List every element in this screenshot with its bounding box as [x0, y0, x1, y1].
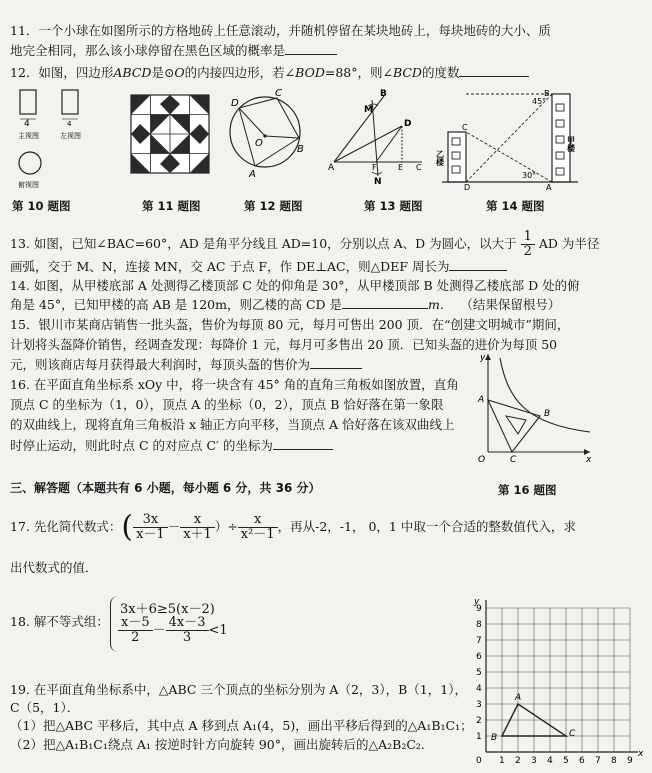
label-o: O: [255, 138, 263, 149]
y-axis-label: y: [474, 597, 480, 607]
fig13-e: E: [398, 163, 404, 172]
q15-line2: 计划将头盔降价销售，经调查发现：每降价 1 元，每月可多售出 20 顶．已知头盔的进价为每顶 50: [10, 337, 558, 352]
caption-fig10: 第 10 题图: [12, 199, 71, 213]
front-view-label: 主视图: [18, 132, 39, 140]
front-dim: 4: [24, 119, 30, 129]
caption-fig16: 第 16 题图: [498, 483, 557, 497]
q16-answer-blank[interactable]: [273, 437, 333, 450]
point-label-b: B: [491, 733, 498, 743]
q18-ineq1: 3x＋6≥5(x－2): [120, 602, 215, 617]
q11-answer-blank[interactable]: [285, 42, 337, 55]
label-d: D: [231, 98, 239, 109]
fig16-a: A: [478, 395, 485, 405]
x-axis-label: x: [638, 749, 644, 759]
x-tick-label: 1: [499, 756, 505, 766]
figure-16: [474, 350, 594, 466]
fig13-f: F: [372, 163, 377, 172]
q15-answer-blank[interactable]: [310, 356, 362, 369]
left-dim: 4: [67, 120, 72, 128]
q19-line1: 19. 在平面直角坐标系中，△ABC 三个顶点的坐标分别为 A（2，3），B（1，1），: [10, 682, 467, 697]
fig16-o: O: [478, 455, 486, 465]
q13-fraction: $\frac{1}{2}$: [521, 230, 535, 259]
q18-frac1: $\frac{x-5}{2}$: [118, 616, 153, 645]
y-tick-label: 1: [476, 732, 482, 742]
point-label-c: C: [569, 729, 576, 739]
y-tick-label: 6: [476, 652, 482, 662]
q13-line1: 13. 如图，已知∠BAC=60°，AD 是角平分线且 AD=10，分别以点 A、D 为圆心，以大于 $\frac{1}{2}$ AD 为半径: [10, 229, 600, 259]
q12-line: 12．如图，四边形ABCD是⊙O的内接四边形，若∠BOD=88°，则∠BCD的度数: [10, 64, 529, 81]
y-tick-label: 8: [476, 620, 482, 630]
q11-line1: 11．一个小球在如图所示的方格地砖上任意滚动，并随机停留在某块地砖上，每块地砖的大小、质: [10, 23, 551, 38]
q14-line2: 角是 45°，已知甲楼的高 AB 是 120m，则乙楼的高 CD 是 m. （结果保留根号）: [10, 297, 561, 312]
y-tick-label: 4: [476, 684, 482, 694]
q19-line2: C（5，1）．: [10, 700, 80, 715]
x-tick-label: 4: [547, 756, 553, 766]
q16-line4: 时停止运动，则此时点 C 的对应点 C′ 的坐标为: [10, 437, 333, 454]
label-yi-building: 乙楼: [435, 150, 445, 166]
q13-answer-blank[interactable]: [449, 258, 507, 271]
q17-frac1: $\frac{3x}{x-1}$: [133, 513, 168, 542]
x-tick-label: 3: [531, 756, 537, 766]
q12-answer-blank[interactable]: [459, 64, 529, 77]
q19-line3: （1）把△ABC 平移后，其中点 A 移到点 A₁(4，5)，画出平移后得到的△A₁B₁C₁；: [10, 718, 473, 733]
caption-fig11: 第 11 题图: [142, 199, 201, 213]
triangle-abc: [488, 400, 540, 452]
q19-grid: [470, 590, 646, 770]
figure-10: [14, 86, 56, 190]
q15-line1: 15．银川市某商店销售一批头盔，售价为每顶 80 元，每月可售出 200 顶．在“创建文明城市”期间，: [10, 317, 570, 332]
angle-30: 30°: [522, 171, 537, 180]
origin-label: 0: [476, 756, 482, 766]
fig14-c: C: [462, 123, 468, 132]
hyperbola-curve: [500, 358, 590, 432]
q15-line3: 元，则该商店每月获得最大利润时，每顶头盔的售价为: [10, 356, 362, 373]
fig13-a: A: [328, 163, 335, 173]
q18-ineq2: $\frac{x-5}{2}$ － $\frac{4x-3}{3}$ <1: [118, 616, 228, 645]
label-b: B: [297, 144, 304, 155]
q16-line3: 的双曲线上，现将直角三角板沿 x 轴正方向平移，当顶点 A 恰好落在该双曲线上: [10, 417, 455, 432]
top-view-circle: [19, 152, 41, 174]
fig13-n: N: [374, 177, 382, 187]
left-view-label: 左视图: [60, 132, 81, 140]
fig16-y: y: [480, 353, 486, 363]
label-jia-building: 甲楼: [566, 136, 576, 152]
q11-line2: 地完全相同，那么该小球停留在黑色区域的概率是: [10, 42, 337, 59]
fig13-c: C: [416, 163, 422, 172]
y-tick-label: 7: [476, 636, 482, 646]
fig14-a: A: [546, 183, 552, 192]
x-tick-label: 6: [579, 756, 585, 766]
q17-frac2: $\frac{x}{x+1}$: [180, 513, 215, 542]
fig13-m: M: [364, 105, 373, 115]
x-tick-label: 5: [563, 756, 569, 766]
fig13-d: D: [404, 119, 412, 129]
figure-13: [326, 86, 426, 186]
q19-line4: （2）把△A₁B₁C₁绕点 A₁ 按逆时针方向旋转 90°，画出旋转后的△A₂B₂C₂.: [10, 737, 425, 752]
building-yi: [448, 132, 466, 182]
section3-heading: 三、解答题（本题共有 6 小题，每小题 6 分，共 36 分）: [10, 481, 321, 495]
label-c: C: [275, 88, 282, 99]
fig16-b: B: [544, 409, 551, 419]
q14-line1: 14. 如图，从甲楼底部 A 处测得乙楼顶部 C 处的仰角是 30°，从甲楼顶部 B 处测得乙楼底部 D 处的俯: [10, 278, 580, 293]
q17-line2: 出代数式的值．: [10, 560, 98, 575]
fig14-d: D: [464, 183, 471, 192]
figure-10-left: [54, 86, 96, 146]
q16-line2: 顶点 C 的坐标为（1，0），顶点 A 的坐标（0，2），顶点 B 恰好落在第一象限: [10, 397, 444, 412]
x-tick-label: 8: [611, 756, 617, 766]
figure-12: [225, 86, 305, 178]
y-tick-label: 3: [476, 700, 482, 710]
fig16-x: x: [586, 455, 592, 465]
q17-line1: 17. 先化简代数式：( $\frac{3x}{x-1}$ － $\frac{x}{x+1}$ ）÷ $\frac{x}{\text{x²－1}}$ ，再从-2，-1， 0，1 中取一个合适的整数值代入，求: [10, 509, 576, 545]
q13-line2: 画弧，交于 M、N，连接 MN，交 AC 于点 F，作 DE⊥AC，则△DEF 周长为: [10, 258, 507, 275]
y-tick-label: 9: [476, 604, 482, 614]
point-label-a: A: [515, 693, 522, 703]
q18-label: 18. 解不等式组：: [10, 614, 109, 629]
x-tick-label: 7: [595, 756, 601, 766]
q16-line1: 16. 在平面直角坐标系 xOy 中，将一块含有 45° 角的直角三角板如图放置，直角: [10, 377, 459, 392]
label-a: A: [249, 169, 256, 180]
figure-14: [435, 86, 580, 192]
figure-11: [130, 94, 210, 174]
caption-fig14: 第 14 题图: [486, 199, 545, 213]
x-tick-label: 2: [515, 756, 521, 766]
x-tick-label: 9: [627, 756, 633, 766]
q18-frac2: $\frac{4x-3}{3}$: [166, 616, 209, 645]
fig14-b: B: [544, 89, 550, 98]
q14-answer-blank[interactable]: [342, 296, 428, 309]
fig16-c: C: [510, 455, 517, 465]
left-view-rect: [62, 90, 78, 114]
caption-fig12: 第 12 题图: [244, 199, 303, 213]
angle-45: 45°: [532, 97, 547, 106]
top-view-label: 俯视图: [18, 181, 39, 189]
q17-frac3: $\frac{x}{\text{x²－1}}$: [238, 513, 278, 542]
front-view-rect: [20, 90, 36, 114]
caption-fig13: 第 13 题图: [364, 199, 423, 213]
y-tick-label: 5: [476, 668, 482, 678]
fig13-b: B: [380, 89, 387, 99]
y-tick-label: 2: [476, 716, 482, 726]
